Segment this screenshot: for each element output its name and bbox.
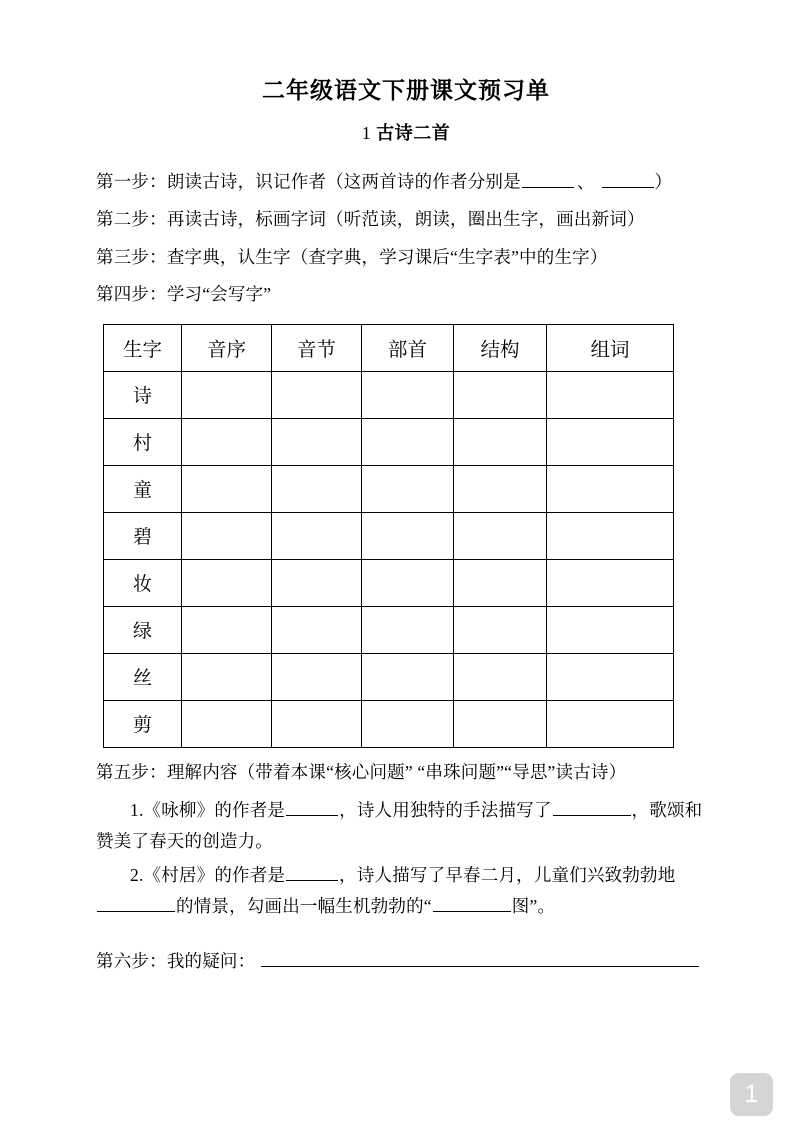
document-content	[96, 0, 716, 990]
step-two-line	[96, 211, 716, 229]
question-1-blank-1[interactable]	[286, 798, 338, 817]
cell-structure[interactable]	[454, 606, 547, 653]
cell-word[interactable]	[547, 465, 674, 512]
cell-syllable[interactable]	[272, 418, 362, 465]
row-character: 诗	[104, 371, 182, 418]
step-two-text: 再读古诗，标画字词（听范读，朗读，圈出生字，画出新词）	[166, 209, 645, 230]
question-1-segment-3: ，歌颂和赞美了春天的创造力。	[96, 800, 703, 852]
cell-initial[interactable]	[182, 653, 272, 700]
cell-word[interactable]	[547, 700, 674, 747]
cell-structure[interactable]	[454, 371, 547, 418]
step-four-text: 学习“会写字”	[166, 284, 272, 305]
cell-word[interactable]	[547, 512, 674, 559]
cell-initial[interactable]	[182, 700, 272, 747]
step-five-line	[96, 761, 716, 782]
lesson-number: 1	[361, 122, 372, 143]
cell-radical[interactable]	[362, 559, 454, 606]
row-character: 丝	[104, 653, 182, 700]
step-one-separator: 、	[576, 171, 595, 192]
row-character: 剪	[104, 700, 182, 747]
step-six-line	[96, 948, 716, 973]
cell-radical[interactable]	[362, 606, 454, 653]
step-one-label: 第一步：	[96, 171, 167, 192]
cell-structure[interactable]	[454, 559, 547, 606]
my-question-blank[interactable]	[261, 948, 699, 967]
cell-radical[interactable]	[362, 465, 454, 512]
step-four-label: 第四步：	[96, 284, 167, 305]
column-header-structure: 结构	[454, 324, 547, 371]
question-2-blank-3[interactable]	[433, 893, 511, 912]
cell-word[interactable]	[547, 653, 674, 700]
column-header-initial: 音序	[182, 324, 272, 371]
step-three-label: 第三步：	[96, 246, 167, 267]
step-six-text: 我的疑问：	[166, 950, 256, 971]
table-row	[104, 465, 674, 512]
step-one-text-before: 朗读古诗，识记作者（这两首诗的作者分别是	[166, 171, 521, 192]
question-2-segment-2: ，诗人描写了早春二月，儿童们兴致勃勃地	[339, 864, 676, 885]
cell-word[interactable]	[547, 606, 674, 653]
cell-syllable[interactable]	[272, 653, 362, 700]
cell-structure[interactable]	[454, 465, 547, 512]
steps-list	[96, 169, 716, 304]
cell-word[interactable]	[547, 418, 674, 465]
cell-structure[interactable]	[454, 512, 547, 559]
row-character: 碧	[104, 512, 182, 559]
cell-radical[interactable]	[362, 512, 454, 559]
cell-radical[interactable]	[362, 653, 454, 700]
cell-initial[interactable]	[182, 559, 272, 606]
step-one-text-after: ）	[654, 171, 673, 192]
question-1-blank-2[interactable]	[553, 798, 631, 817]
row-character: 村	[104, 418, 182, 465]
step-six-label: 第六步：	[96, 950, 167, 971]
question-2-segment-3: 的情景，勾画出一幅生机勃勃的“	[176, 895, 432, 916]
step-three-text: 查字典，认生字（查字典，学习课后“生字表”中的生字）	[166, 246, 608, 267]
table-row	[104, 371, 674, 418]
cell-radical[interactable]	[362, 418, 454, 465]
cell-word[interactable]	[547, 371, 674, 418]
question-2	[96, 860, 708, 922]
table-row	[104, 653, 674, 700]
table-row	[104, 512, 674, 559]
question-1	[96, 795, 708, 857]
table-row	[104, 606, 674, 653]
step-five-text: 理解内容（带着本课“核心问题” “串珠问题”“导思”读古诗）	[166, 761, 627, 782]
new-characters-table-wrapper	[96, 324, 716, 748]
question-2-segment-1: 《村居》的作者是	[143, 864, 286, 885]
page-title: 二年级语文下册课文预习单	[262, 78, 550, 103]
column-header-word: 组词	[547, 324, 674, 371]
question-1-segment-1: 《咏柳》的作者是	[143, 800, 286, 821]
cell-initial[interactable]	[182, 371, 272, 418]
author-blank-1[interactable]	[522, 169, 574, 188]
step-one-line	[96, 169, 716, 191]
cell-radical[interactable]	[362, 371, 454, 418]
column-header-character: 生字	[104, 324, 182, 371]
cell-syllable[interactable]	[272, 512, 362, 559]
step-two-label: 第二步：	[96, 209, 167, 230]
cell-initial[interactable]	[182, 418, 272, 465]
row-character: 妆	[104, 559, 182, 606]
lesson-subtitle	[96, 106, 716, 145]
row-character: 童	[104, 465, 182, 512]
cell-word[interactable]	[547, 559, 674, 606]
step-five-block	[96, 761, 716, 973]
cell-structure[interactable]	[454, 700, 547, 747]
cell-syllable[interactable]	[272, 371, 362, 418]
page-number-badge: 1	[730, 1073, 773, 1116]
cell-structure[interactable]	[454, 653, 547, 700]
table-head	[104, 324, 674, 371]
cell-syllable[interactable]	[272, 700, 362, 747]
cell-syllable[interactable]	[272, 465, 362, 512]
step-four-line	[96, 286, 716, 304]
table-row	[104, 559, 674, 606]
question-1-segment-2: ，诗人用独特的手法描写了	[339, 800, 552, 821]
question-2-segment-4: 图”。	[511, 895, 556, 916]
question-2-number: 2.	[130, 864, 144, 885]
cell-radical[interactable]	[362, 700, 454, 747]
cell-initial[interactable]	[182, 606, 272, 653]
cell-syllable[interactable]	[272, 606, 362, 653]
table-row	[104, 700, 674, 747]
step-five-label: 第五步：	[96, 761, 167, 782]
cell-syllable[interactable]	[272, 559, 362, 606]
step-three-line	[96, 246, 716, 267]
author-blank-2[interactable]	[602, 169, 654, 188]
column-header-syllable: 音节	[272, 324, 362, 371]
table-header-row	[104, 324, 674, 371]
question-2-blank-2[interactable]	[97, 893, 175, 912]
question-2-blank-1[interactable]	[286, 862, 338, 881]
table-row	[104, 418, 674, 465]
cell-initial[interactable]	[182, 512, 272, 559]
question-1-number: 1.	[130, 800, 144, 821]
cell-initial[interactable]	[182, 465, 272, 512]
row-character: 绿	[104, 606, 182, 653]
new-characters-table	[103, 324, 674, 748]
column-header-radical: 部首	[362, 324, 454, 371]
table-body	[104, 371, 674, 747]
lesson-title: 古诗二首	[376, 122, 451, 143]
cell-structure[interactable]	[454, 418, 547, 465]
